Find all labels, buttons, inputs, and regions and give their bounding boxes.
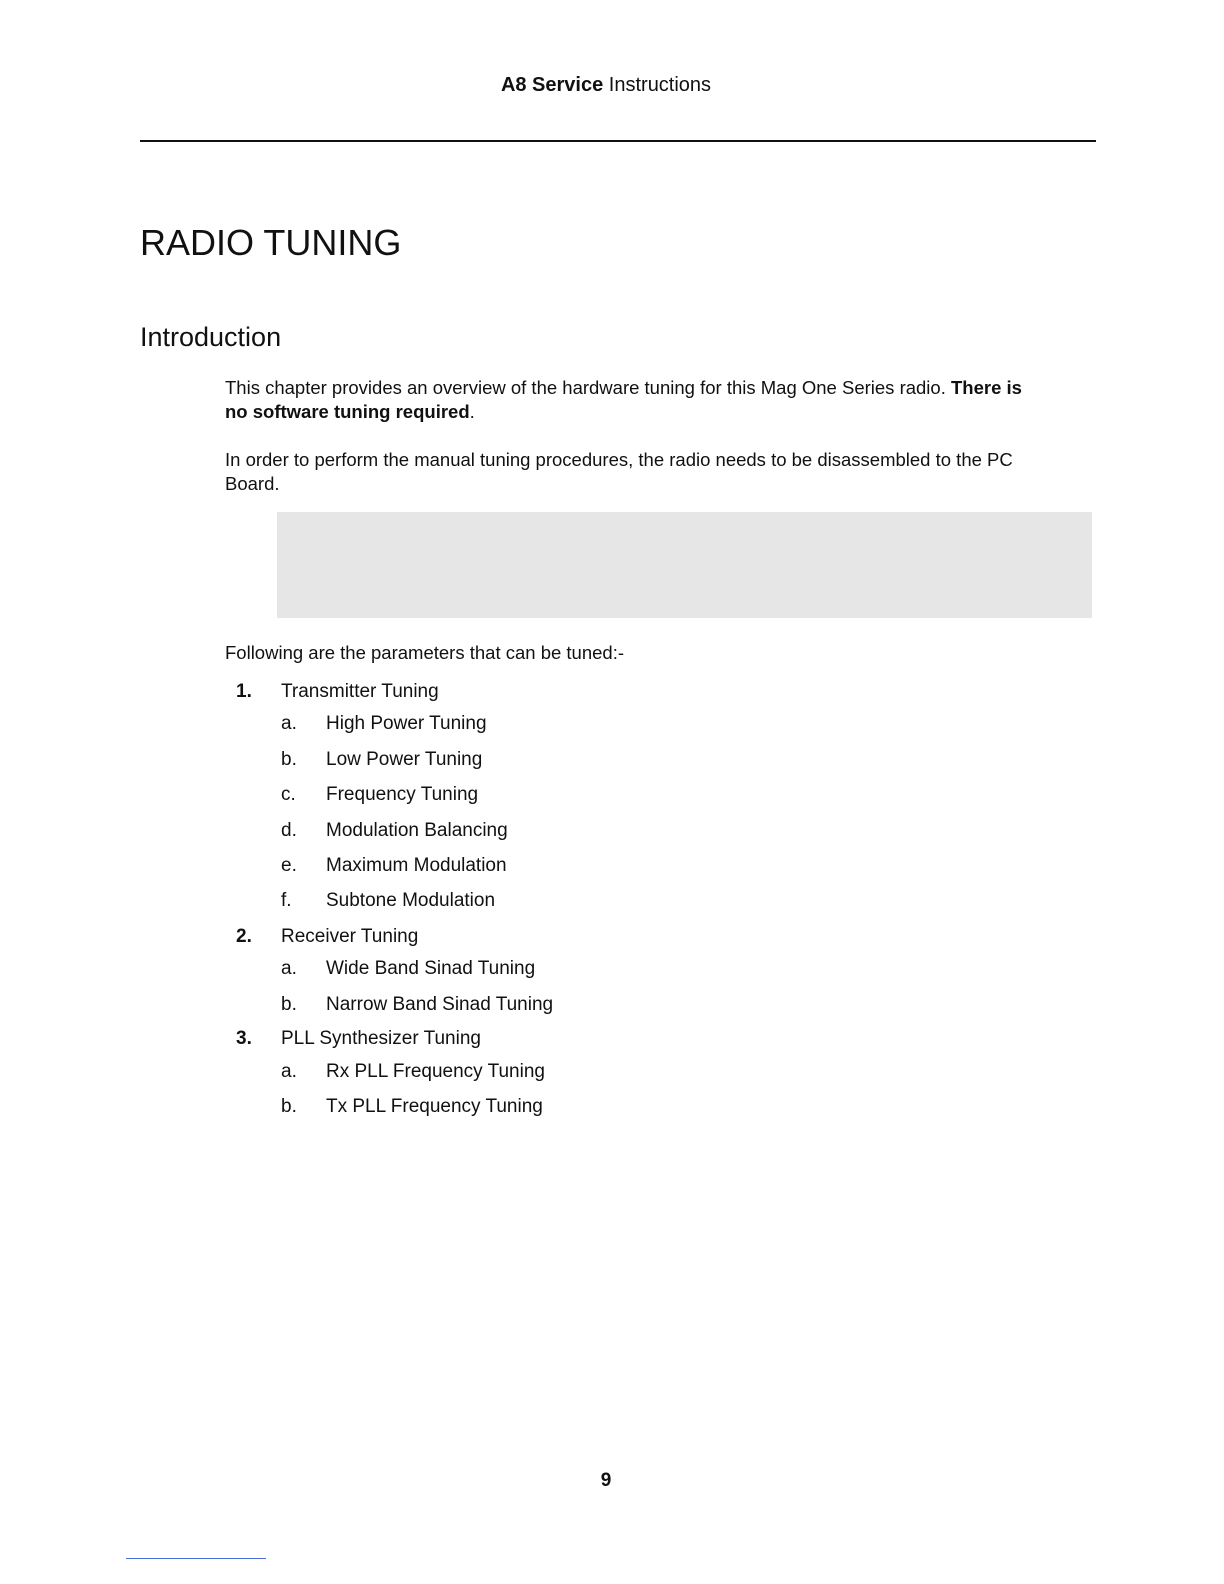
header-divider — [140, 140, 1096, 142]
sub-list-letter: a. — [281, 958, 297, 979]
sub-list-label: Maximum Modulation — [326, 855, 507, 876]
sub-list-label: Wide Band Sinad Tuning — [326, 958, 536, 979]
sub-list-label: Modulation Balancing — [326, 820, 508, 841]
sub-list-letter: b. — [281, 749, 297, 770]
header-title-rest: Instructions — [603, 74, 712, 96]
sub-list-letter: f. — [281, 890, 292, 911]
list-number: 3. — [236, 1028, 252, 1049]
list-label: PLL Synthesizer Tuning — [281, 1028, 481, 1049]
intro-p1-text: This chapter provides an overview of the hardware tuning for this Mag One Series radio. — [225, 377, 951, 398]
intro-paragraph-3: Following are the parameters that can be tuned:- — [225, 642, 625, 663]
page-number: 9 — [600, 1470, 612, 1491]
intro-p1-bold-b: no software tuning required — [225, 401, 470, 422]
sub-list-label: Tx PLL Frequency Tuning — [326, 1096, 543, 1117]
intro-p1-end: . — [469, 401, 475, 422]
list-number: 2. — [236, 926, 252, 947]
sub-list-label: Subtone Modulation — [326, 890, 496, 911]
section-title: Introduction — [140, 322, 282, 352]
sub-list-letter: d. — [281, 820, 297, 841]
list-number: 1. — [236, 681, 252, 702]
chapter-title: RADIO TUNING — [140, 222, 402, 263]
footnote-separator — [126, 1558, 266, 1559]
intro-p1-bold-a: There is — [950, 377, 1022, 398]
running-header — [0, 74, 1212, 97]
sub-list-letter: e. — [281, 855, 297, 876]
sub-list-letter: a. — [281, 1061, 297, 1082]
list-label: Transmitter Tuning — [281, 681, 439, 702]
sub-list-letter: c. — [281, 784, 296, 805]
sub-list-letter: b. — [281, 994, 297, 1015]
intro-paragraph-1 — [225, 376, 1085, 424]
list-label: Receiver Tuning — [281, 926, 419, 947]
sub-list-letter: b. — [281, 1096, 297, 1117]
sub-list-label: Frequency Tuning — [326, 784, 479, 805]
intro-paragraph-2 — [225, 448, 1085, 496]
header-title-bold: A8 Service — [500, 74, 604, 96]
intro-p2-line1: In order to perform the manual tuning procedures, the radio needs to be disassembled to the PC — [225, 449, 1013, 470]
note-box — [277, 512, 1092, 618]
sub-list-label: Rx PLL Frequency Tuning — [326, 1061, 545, 1082]
sub-list-letter: a. — [281, 713, 297, 734]
sub-list-label: High Power Tuning — [326, 713, 487, 734]
sub-list-label: Narrow Band Sinad Tuning — [326, 994, 554, 1015]
intro-p2-line2: Board. — [225, 473, 280, 494]
sub-list-label: Low Power Tuning — [326, 749, 483, 770]
